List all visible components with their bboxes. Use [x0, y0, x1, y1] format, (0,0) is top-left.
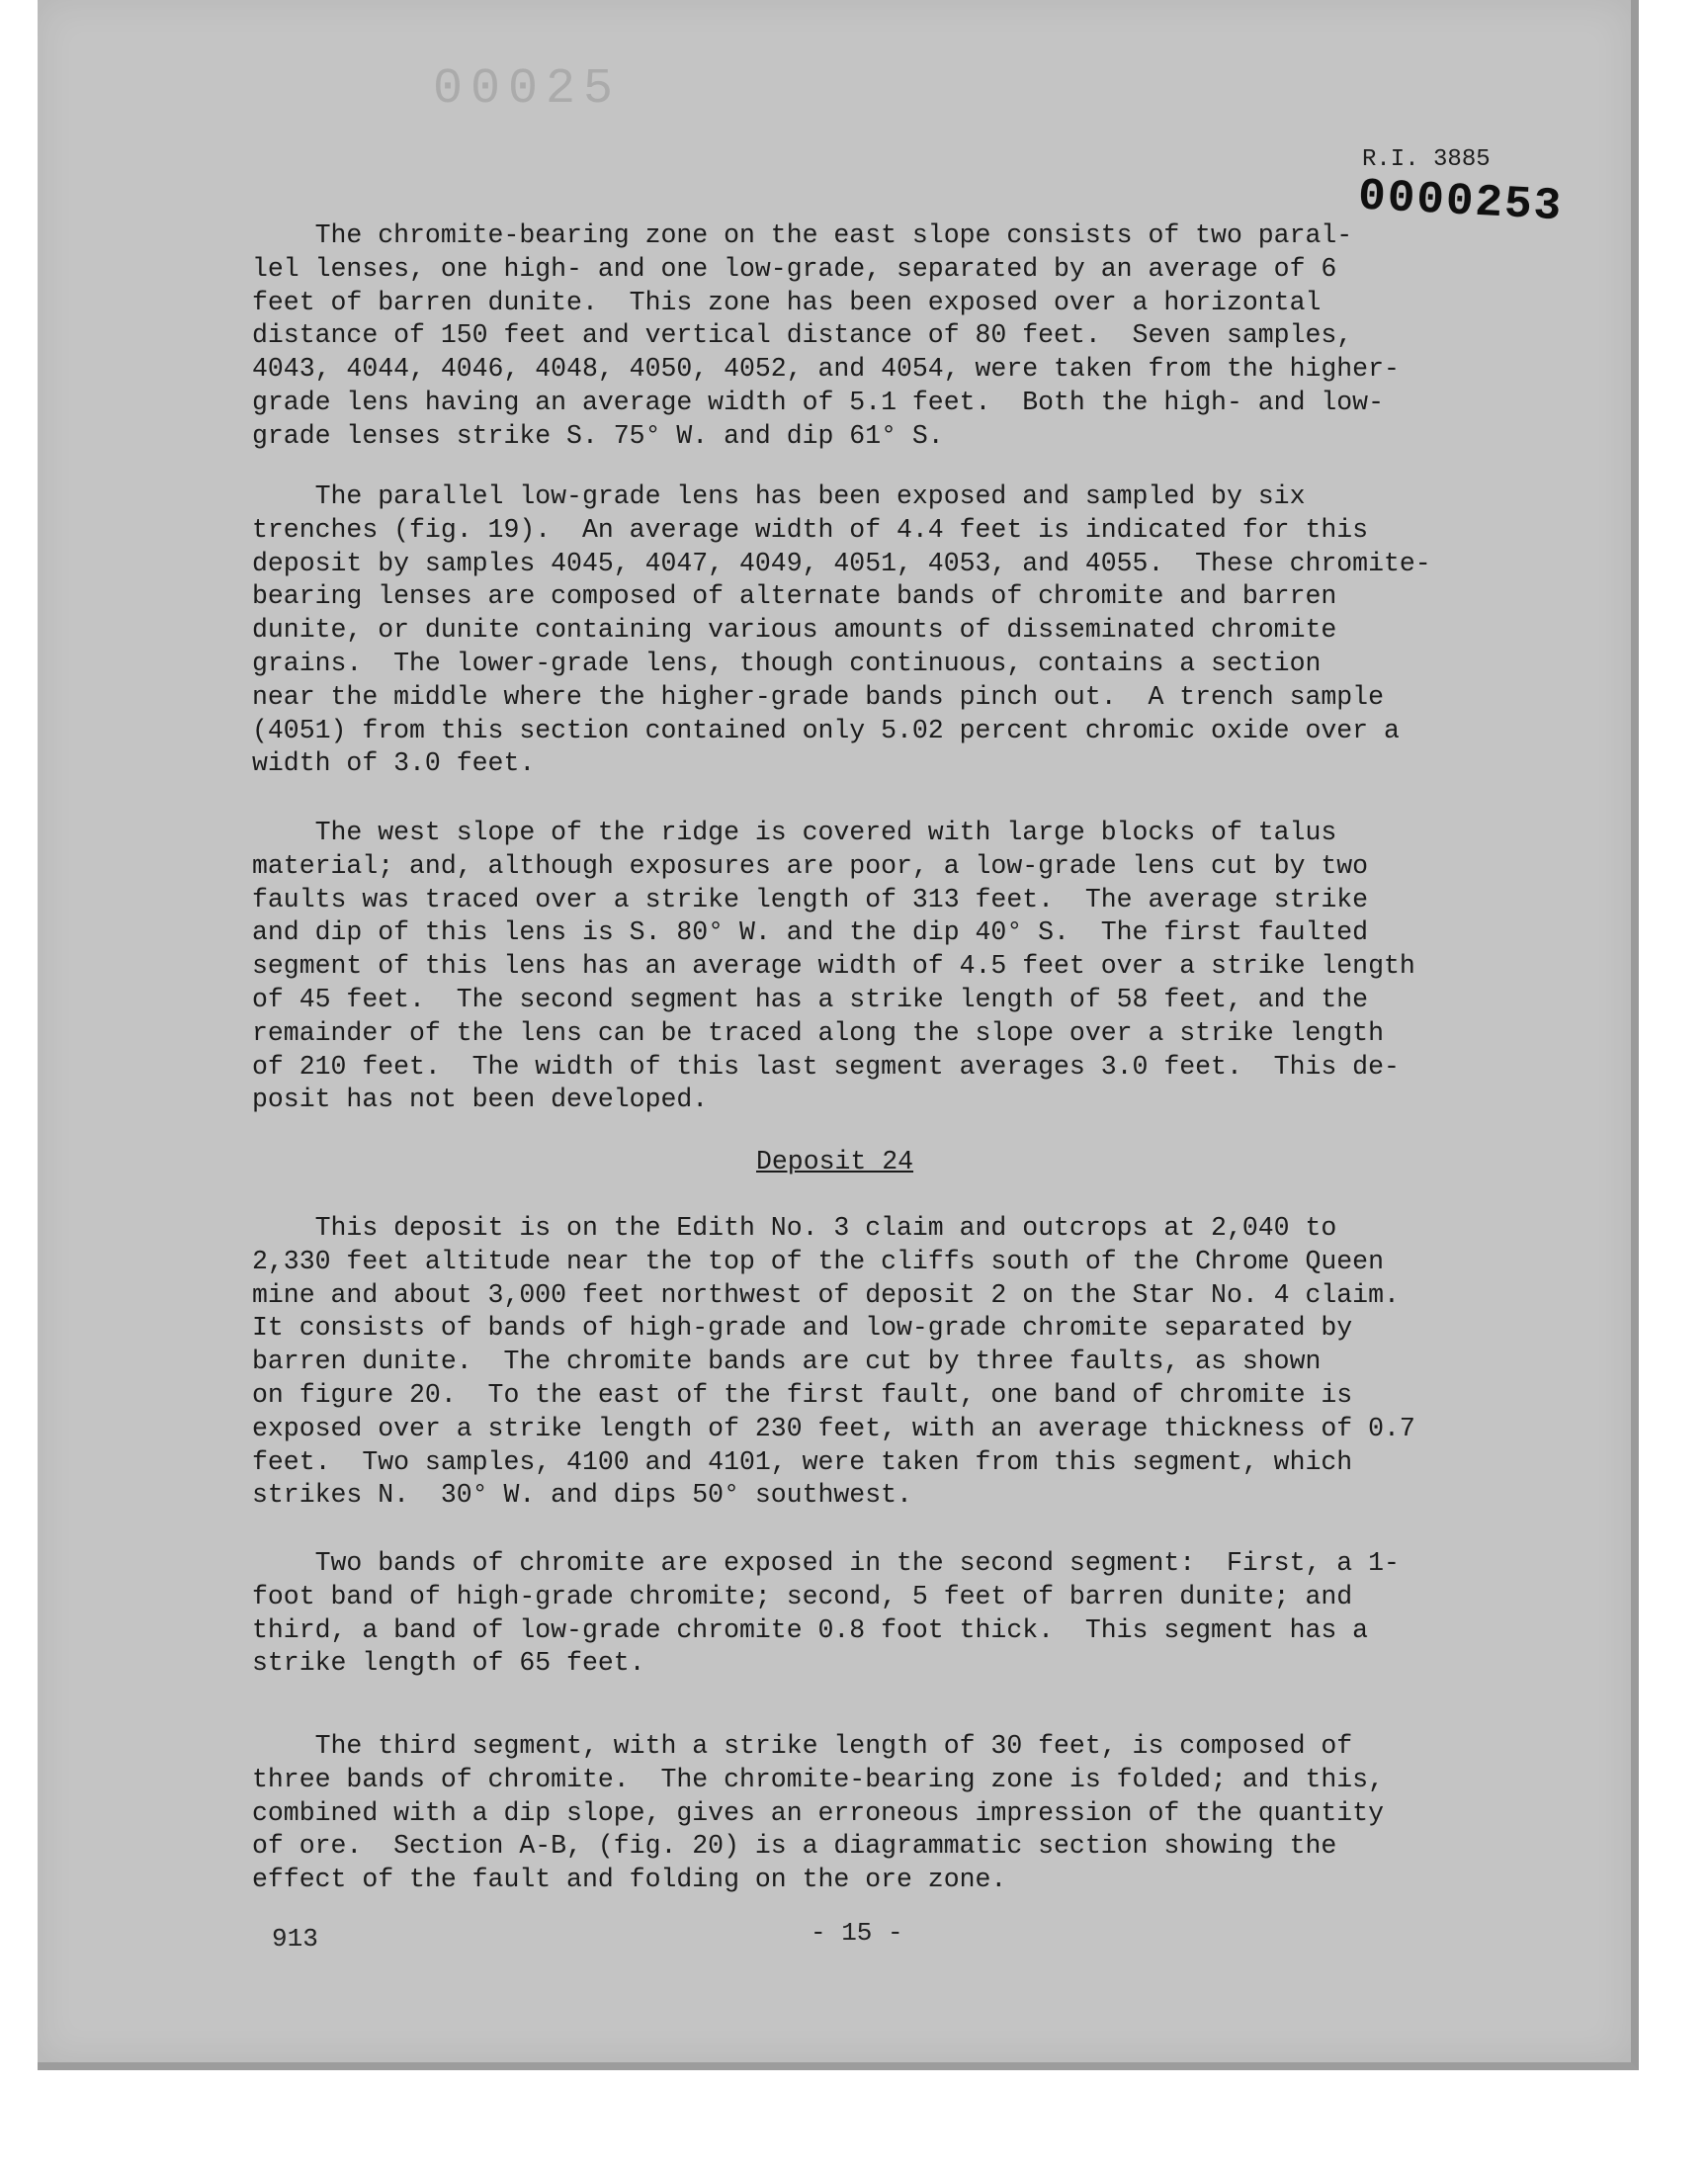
faint-stamp: 00025 — [433, 61, 622, 118]
paragraph-west-slope — [252, 817, 1497, 1117]
text-line: deposit by samples 4045, 4047, 4049, 4051, 4053, and 4055. These chromite- — [252, 548, 1431, 578]
text-line: width of 3.0 feet. — [252, 748, 536, 779]
section-heading: Deposit 24 — [756, 1147, 914, 1176]
paragraph-parallel-lens — [252, 480, 1497, 781]
text-line: barren dunite. The chromite bands are cut by three faults, as shown — [252, 1347, 1322, 1377]
text-line: Two bands of chromite are exposed in the second segment: First, a 1- — [252, 1548, 1400, 1578]
text-line: strike length of 65 feet. — [252, 1648, 645, 1679]
document-stamp-number: 0000253 — [1356, 170, 1565, 233]
text-line: mine and about 3,000 feet northwest of deposit 2 on the Star No. 4 claim. — [252, 1279, 1400, 1310]
text-line: feet of barren dunite. This zone has been exposed over a horizontal — [252, 287, 1322, 317]
text-line: of 45 feet. The second segment has a strike length of 58 feet, and the — [252, 984, 1369, 1014]
paragraph-third-segment — [252, 1730, 1497, 1897]
text-line: and dip of this lens is S. 80° W. and the dip 40° S. The first faulted — [252, 917, 1369, 948]
footer-code: 913 — [272, 1924, 318, 1954]
text-line: (4051) from this section contained only 5.02 percent chromic oxide over a — [252, 715, 1400, 745]
text-line: on figure 20. To the east of the first fault, one band of chromite is — [252, 1379, 1353, 1410]
text-line: It consists of bands of high-grade and low-grade chromite separated by — [252, 1313, 1353, 1344]
text-line: dunite, or dunite containing various amounts of disseminated chromite — [252, 615, 1337, 646]
text-line: exposed over a strike length of 230 feet, with an average thickness of 0.7 — [252, 1413, 1415, 1443]
text-line: This deposit is on the Edith No. 3 claim and outcrops at 2,040 to — [252, 1213, 1337, 1243]
text-line: material; and, although exposures are poor, a low-grade lens cut by two — [252, 850, 1369, 881]
text-line: The third segment, with a strike length of 30 feet, is composed of — [252, 1731, 1353, 1761]
page-number: - 15 - — [811, 1918, 903, 1948]
text-line: grade lenses strike S. 75° W. and dip 61° S. — [252, 420, 944, 451]
text-line: of 210 feet. The width of this last segment averages 3.0 feet. This de- — [252, 1051, 1400, 1082]
text-line: posit has not been developed. — [252, 1085, 709, 1115]
text-line: combined with a dip slope, gives an erroneous impression of the quantity — [252, 1797, 1384, 1828]
text-line: segment of this lens has an average width of 4.5 feet over a strike length — [252, 951, 1415, 982]
text-line: remainder of the lens can be traced along the slope over a strike length — [252, 1017, 1384, 1048]
text-line: near the middle where the higher-grade bands pinch out. A trench sample — [252, 681, 1384, 712]
text-line: foot band of high-grade chromite; second, 5 feet of barren dunite; and — [252, 1581, 1353, 1611]
text-line: effect of the fault and folding on the ore zone. — [252, 1865, 1007, 1895]
text-line: The parallel low-grade lens has been exposed and sampled by six — [252, 481, 1306, 511]
text-line: The chromite-bearing zone on the east slope consists of two paral- — [252, 220, 1353, 250]
text-line: trenches (fig. 19). An average width of 4.4 feet is indicated for this — [252, 514, 1369, 545]
text-line: strikes N. 30° W. and dips 50° southwest. — [252, 1480, 912, 1511]
text-line: faults was traced over a strike length of 313 feet. The average strike — [252, 884, 1369, 914]
paragraph-deposit-24 — [252, 1212, 1497, 1513]
text-line: of ore. Section A-B, (fig. 20) is a diagrammatic section showing the — [252, 1831, 1337, 1862]
text-line: lel lenses, one high- and one low-grade, separated by an average of 6 — [252, 253, 1337, 284]
text-line: 2,330 feet altitude near the top of the cliffs south of the Chrome Queen — [252, 1246, 1384, 1276]
paragraph-east-slope — [252, 219, 1497, 454]
text-line: three bands of chromite. The chromite-bearing zone is folded; and this, — [252, 1764, 1384, 1794]
text-line: The west slope of the ridge is covered with large blocks of talus — [252, 818, 1337, 847]
text-line: 4043, 4044, 4046, 4048, 4050, 4052, and 4054, were taken from the higher- — [252, 354, 1400, 385]
text-line: bearing lenses are composed of alternate bands of chromite and barren — [252, 581, 1337, 612]
text-line: third, a band of low-grade chromite 0.8 foot thick. This segment has a — [252, 1614, 1369, 1645]
report-number: R.I. 3885 — [1362, 146, 1491, 173]
text-line: grade lens having an average width of 5.1 feet. Both the high- and low- — [252, 387, 1384, 417]
text-line: feet. Two samples, 4100 and 4101, were taken from this segment, which — [252, 1446, 1353, 1477]
paragraph-second-segment — [252, 1547, 1497, 1681]
text-line: distance of 150 feet and vertical distance of 80 feet. Seven samples, — [252, 320, 1353, 351]
text-line: grains. The lower-grade lens, though continuous, contains a section — [252, 648, 1322, 678]
